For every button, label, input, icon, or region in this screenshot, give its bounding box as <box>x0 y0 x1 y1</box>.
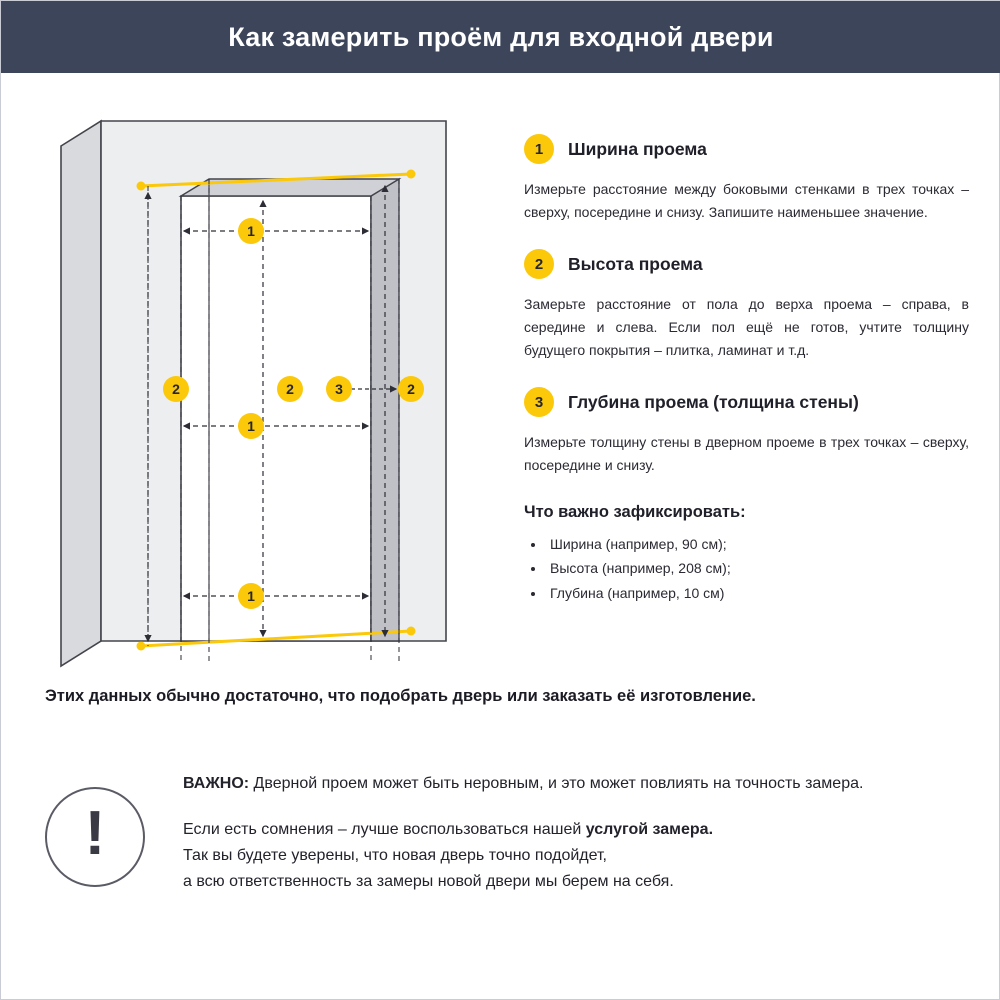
step-3-text: Измерьте толщину стены в дверном проеме в трех точках – сверху, посередине и снизу. <box>524 434 969 474</box>
important-paragraph-2-start: Если есть сомнения – лучше воспользоваться нашей <box>183 820 586 838</box>
step-2-text: Замерьте расстояние от пола до верха проема – справа, в середине и слева. Если пол ещё не готов, учтите толщину будущего покрытия – плитка, ламинат и т.д. <box>524 296 969 358</box>
important-paragraph-2 <box>183 817 960 895</box>
diagram-badge-width-bottom: 1 <box>238 583 264 609</box>
diagram-badge-height-right: 2 <box>398 376 424 402</box>
step-3-number: 3 <box>524 387 554 417</box>
checklist-title: Что важно зафиксировать: <box>524 502 746 521</box>
important-lead: ВАЖНО: <box>183 775 250 792</box>
step-1-title: Ширина проема <box>568 138 707 159</box>
step-2 <box>524 249 969 361</box>
exclamation-mark: ! <box>84 799 106 868</box>
summary-text: Этих данных обычно достаточно, что подобрать дверь или заказать её изготовление. <box>45 687 756 705</box>
important-paragraph-2-line2: Так вы будете уверены, что новая дверь точно подойдет, <box>183 846 607 864</box>
page-title: Как замерить проём для входной двери <box>228 21 774 52</box>
important-note <box>45 771 960 895</box>
step-1-number: 1 <box>524 134 554 164</box>
steps-list <box>524 134 969 605</box>
exclamation-icon <box>45 787 145 887</box>
important-paragraph-1-rest: Дверной проем может быть неровным, и это может повлиять на точность замера. <box>249 775 864 792</box>
door-opening-svg <box>41 101 511 671</box>
step-3-header <box>524 387 969 417</box>
diagram-badge-height-left: 2 <box>163 376 189 402</box>
page-header <box>1 1 1000 73</box>
important-note-text <box>183 771 960 895</box>
diagram-badge-width-middle: 1 <box>238 413 264 439</box>
step-2-header <box>524 249 969 279</box>
step-1-text: Измерьте расстояние между боковыми стенками в трех точках – сверху, посередине и снизу. Запишите наименьшее значение. <box>524 181 969 220</box>
diagram-badge-width-top: 1 <box>238 218 264 244</box>
list-item: • Ширина (например, 90 см); <box>546 532 969 557</box>
step-3 <box>524 387 969 476</box>
step-2-number: 2 <box>524 249 554 279</box>
important-paragraph-2-line3: а всю ответственность за замеры новой двери мы берем на себя. <box>183 872 674 890</box>
important-paragraph-1 <box>183 771 960 797</box>
step-1 <box>524 134 969 223</box>
step-3-title: Глубина проема (толщина стены) <box>568 391 859 412</box>
step-2-title: Высота проема <box>568 253 703 274</box>
list-item: • Высота (например, 208 см); <box>546 556 969 581</box>
service-link[interactable]: услугой замера. <box>585 820 714 838</box>
diagram-badge-height-middle: 2 <box>277 376 303 402</box>
diagram-badge-depth: 3 <box>326 376 352 402</box>
door-opening-diagram <box>41 101 511 671</box>
step-1-header <box>524 134 969 164</box>
checklist <box>524 532 969 606</box>
list-item: • Глубина (например, 10 см) <box>546 581 969 606</box>
